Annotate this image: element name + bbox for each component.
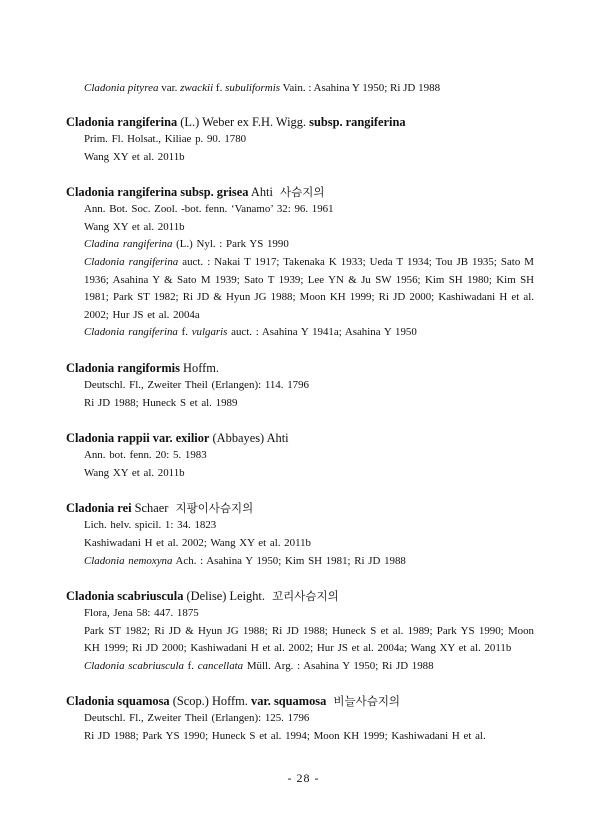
species-heading [66,359,534,377]
synonym: Cladonia rangiferina auct. : Nakai T 1917; Takenaka K 1933; Ueda T 1934; Tou JB 1935; Sato M 1936; Asahina Y & Sato M 1939; Sato T 1939; Lee YN & Ju SW 1956; Kim SH 1980; Kim SH 1981; Park ST 1982; Ri JD & Hyun JG 1988; Moon KH 1999; Ri JD 2000; Kashiwadani H et al. 2002; Hur JS et al. 2004a [84,255,534,321]
species-entry [66,359,534,412]
synonym: Cladonia rangiferina f. vulgaris auct. : Asahina Y 1941a; Asahina Y 1950 [84,326,417,339]
species-heading [66,587,534,605]
species-entry [66,499,534,570]
references: Park ST 1982; Ri JD & Hyun JG 1988; Ri JD 1988; Huneck S et al. 1989; Park YS 1990; Moon KH 1999; Ri JD 2000; Kashiwadani H et al. 2002; Hur JS et al. 2004a; Wang XY et al. 2011b [84,624,534,655]
species-heading [66,692,534,710]
protologue: Ann. bot. fenn. 20: 5. 1983 [84,449,207,462]
species-entry [66,183,534,342]
species-entry [66,587,534,675]
species-author: Ahti [250,185,273,200]
protologue: Flora, Jena 58: 447. 1875 [84,607,199,620]
species-name: Cladonia squamosa [66,694,170,709]
species-entries [66,113,534,763]
species-name: Cladonia rangiferina subsp. grisea [66,185,249,200]
species-author: (Scop.) Hoffm. [172,694,248,709]
korean-name: 지팡이사슴지의 [175,501,254,516]
species-name: Cladonia rappii var. exilior [66,431,210,446]
species-author: Schaer [134,501,169,516]
synonym: Cladonia scabriuscula f. cancellata Müll. Arg. : Asahina Y 1950; Ri JD 1988 [84,659,434,672]
infraspecific-name: subsp. rangiferina [309,115,406,129]
protologue: Prim. Fl. Holsat., Kiliae p. 90. 1780 [84,133,247,145]
species-entry [66,113,534,166]
species-author: (Delise) Leight. [186,589,265,604]
species-heading [66,113,534,131]
species-author: (Abbayes) Ahti [212,431,289,446]
species-heading [66,499,534,517]
infraspecific-name: var. squamosa [251,694,327,709]
korean-name: 사슴지의 [280,185,325,200]
species-name: Cladonia scabriuscula [66,589,184,604]
page-number: - 28 - [287,771,320,785]
species-heading [66,183,534,201]
references: Wang XY et al. 2011b [84,466,185,479]
references: Ri JD 1988; Huneck S et al. 1989 [84,396,238,409]
protologue: Deutschl. Fl., Zweiter Theil (Erlangen): 114. 1796 [84,378,309,391]
species-name: Cladonia rei [66,501,132,516]
synonym-name: Cladonia pityrea [84,82,159,94]
references: Kashiwadani H et al. 2002; Wang XY et al. 2011b [84,536,311,549]
references: Wang XY et al. 2011b [84,150,185,163]
species-heading [66,429,534,447]
references: Wang XY et al. 2011b [84,220,185,233]
korean-name: 비늘사슴지의 [333,694,401,709]
protologue: Lich. helv. spicil. 1: 34. 1823 [84,519,217,532]
protologue: Ann. Bot. Soc. Zool. -bot. fenn. ‘Vanamo’ 32: 96. 1961 [84,203,334,216]
species-name: Cladonia rangiferina [66,115,178,129]
species-name: Cladonia rangiformis [66,360,180,375]
synonym: Cladonia nemoxyna Ach. : Asahina Y 1950; Kim SH 1981; Ri JD 1988 [84,554,406,567]
references: Ri JD 1988; Park YS 1990; Huneck S et al. 1994; Moon KH 1999; Kashiwadani H et al. [84,730,486,743]
species-author: (L.) Weber ex F.H. Wigg. [180,115,307,129]
protologue: Deutschl. Fl., Zweiter Theil (Erlangen): 125. 1796 [84,712,310,725]
korean-name: 꼬리사슴지의 [272,589,339,604]
species-author: Hoffm. [183,360,219,375]
species-entry [66,692,534,745]
species-entry [66,429,534,482]
synonym: Cladina rangiferina (L.) Nyl. : Park YS 1990 [84,238,289,251]
continued-synonym-line: Cladonia pityrea var. zwackii f. subuliformis Vain. : Asahina Y 1950; Ri JD 1988 [84,82,441,94]
